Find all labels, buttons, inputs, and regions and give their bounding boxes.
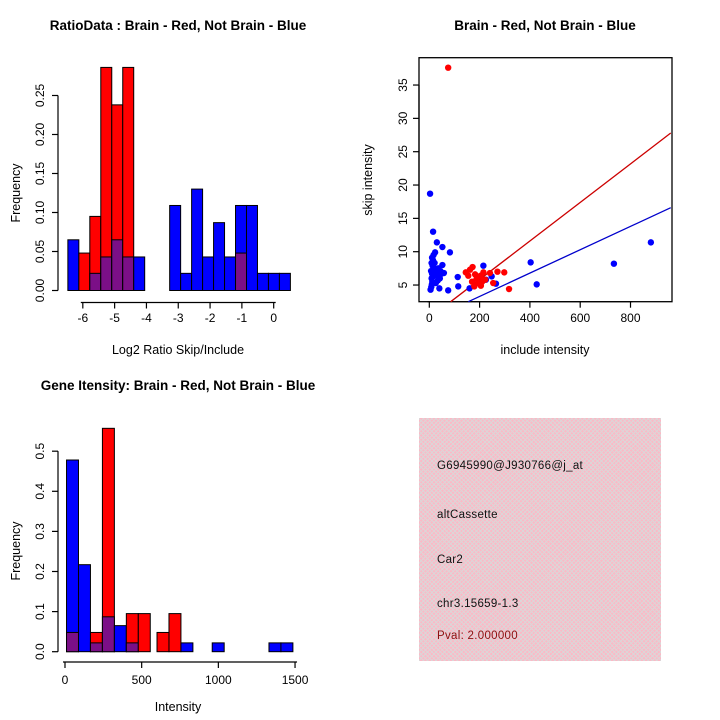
- svg-text:-3: -3: [172, 311, 184, 325]
- svg-text:0.20: 0.20: [33, 122, 47, 147]
- svg-text:20: 20: [396, 178, 410, 192]
- svg-text:5: 5: [396, 281, 410, 289]
- svg-text:200: 200: [469, 311, 490, 325]
- gene-histogram-title: Gene Itensity: Brain - Red, Not Brain - Blue: [40, 378, 316, 393]
- svg-text:0.3: 0.3: [33, 523, 47, 540]
- scatter-xlabel: include intensity: [500, 343, 590, 357]
- svg-text:0.2: 0.2: [33, 563, 47, 580]
- svg-text:-1: -1: [236, 311, 248, 325]
- svg-text:0.5: 0.5: [33, 442, 47, 460]
- svg-text:-6: -6: [77, 311, 89, 325]
- svg-text:30: 30: [396, 111, 410, 126]
- svg-text:-5: -5: [109, 311, 120, 325]
- svg-text:0: 0: [61, 673, 69, 687]
- svg-text:500: 500: [131, 673, 152, 687]
- intensity-scatter-panel: [360, 0, 720, 360]
- ratio-histogram-xlabel: Log2 Ratio Skip/Include: [111, 343, 245, 357]
- svg-text:0.0: 0.0: [33, 643, 47, 661]
- svg-text:35: 35: [396, 78, 410, 92]
- svg-text:0.15: 0.15: [33, 161, 47, 186]
- svg-text:0.05: 0.05: [33, 239, 47, 264]
- svg-text:0: 0: [425, 311, 433, 325]
- svg-text:600: 600: [570, 311, 591, 325]
- ratio-histogram-panel: [0, 0, 360, 360]
- pval-label: Pval: 2.000000: [437, 630, 518, 642]
- svg-text:0.1: 0.1: [33, 603, 47, 620]
- svg-text:1500: 1500: [281, 673, 309, 687]
- svg-text:0.10: 0.10: [33, 200, 47, 225]
- svg-text:0.25: 0.25: [33, 83, 47, 108]
- probe-id-label: G6945990@J930766@j_at: [437, 460, 584, 472]
- gene-info-box: [419, 418, 661, 661]
- gene-name-label: Car2: [437, 554, 464, 566]
- svg-text:400: 400: [519, 311, 540, 325]
- svg-text:1000: 1000: [205, 673, 232, 687]
- ratio-histogram-title: RatioData : Brain - Red, Not Brain - Blue: [49, 18, 307, 33]
- svg-text:10: 10: [396, 245, 410, 259]
- splice-type-label: altCassette: [437, 509, 498, 521]
- scatter-ylabel: skip intensity: [361, 144, 375, 216]
- chromosome-location-label: chr3.15659-1.3: [437, 598, 519, 610]
- svg-text:0.00: 0.00: [33, 278, 47, 303]
- ratio-histogram-ylabel: Frequency: [9, 163, 23, 223]
- svg-text:15: 15: [396, 211, 410, 226]
- svg-text:0.4: 0.4: [33, 482, 47, 500]
- svg-text:800: 800: [620, 311, 641, 325]
- svg-text:0: 0: [270, 311, 278, 325]
- gene-intensity-histogram-panel: [0, 360, 360, 720]
- gene-histogram-ylabel: Frequency: [9, 521, 23, 581]
- scatter-title: Brain - Red, Not Brain - Blue: [454, 18, 636, 33]
- gene-histogram-xlabel: Intensity: [154, 700, 202, 714]
- svg-text:-2: -2: [204, 311, 216, 325]
- svg-text:25: 25: [396, 145, 410, 159]
- svg-text:-4: -4: [141, 311, 152, 325]
